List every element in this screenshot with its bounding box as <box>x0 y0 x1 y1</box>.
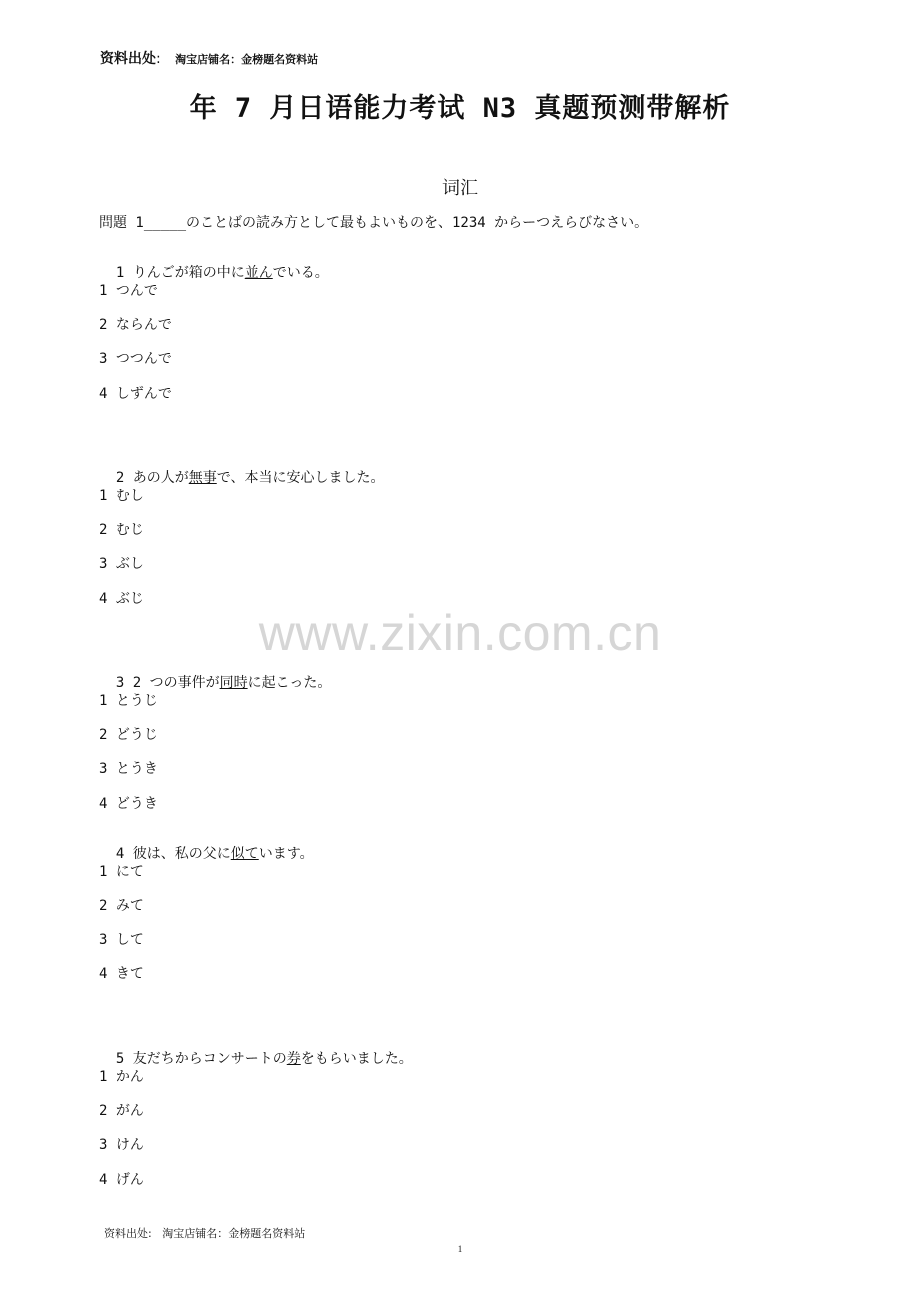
page-header <box>100 48 318 68</box>
option <box>99 963 144 983</box>
option <box>99 314 172 334</box>
option <box>99 519 144 539</box>
option-number: 2 <box>99 317 108 333</box>
question-number: 1 <box>115 265 125 281</box>
question-text-end: に起こった。 <box>247 675 332 691</box>
question-text-end: います。 <box>258 846 314 862</box>
option <box>99 485 144 505</box>
underlined-word: 並ん <box>244 265 273 281</box>
option-text: つんで <box>115 283 158 299</box>
question-text-end: でいる。 <box>272 265 329 281</box>
header-shop-name: 淘宝店铺名：金榜题名资料站 <box>175 53 319 66</box>
option-text: しずんで <box>115 386 172 402</box>
document-title: 年 7 月日语能力考试 N3 真题预测带解析 <box>189 93 731 124</box>
question-number: 2 <box>115 470 125 486</box>
watermark: www.zixin.com.cn <box>258 605 662 661</box>
option <box>99 348 172 368</box>
underlined-word: 無事 <box>188 470 217 486</box>
option-number: 1 <box>99 283 108 299</box>
option-number: 3 <box>99 932 108 948</box>
option-text: むし <box>115 488 144 504</box>
option <box>99 690 158 710</box>
option <box>99 724 158 744</box>
question-2 <box>99 451 384 487</box>
header-separator: : <box>156 51 161 67</box>
option-text: ぶし <box>115 556 144 572</box>
underlined-word: 券 <box>286 1051 301 1067</box>
option <box>99 280 158 300</box>
option-text: けん <box>115 1137 144 1153</box>
option <box>99 895 144 915</box>
option-text: きて <box>115 966 144 982</box>
option-number: 3 <box>99 556 108 572</box>
option-text: して <box>115 932 144 948</box>
question-number: 4 <box>115 846 125 862</box>
question-text: りんごが箱の中に <box>132 265 245 281</box>
option <box>99 1100 144 1120</box>
option-number: 4 <box>99 966 108 982</box>
option-text: かん <box>115 1069 144 1085</box>
option-number: 3 <box>99 761 108 777</box>
option <box>99 1169 144 1189</box>
option-text: がん <box>115 1103 144 1119</box>
option-number: 4 <box>99 1172 108 1188</box>
question-3 <box>99 656 331 692</box>
question-text: 彼は、私の父に <box>132 846 231 862</box>
question-text-end: をもらいました。 <box>300 1051 413 1067</box>
option-number: 4 <box>99 591 108 607</box>
option-number: 1 <box>99 864 108 880</box>
option-text: とうき <box>115 761 158 777</box>
option-number: 1 <box>99 1069 108 1085</box>
header-source-label: 资料出处 <box>100 51 156 67</box>
option-number: 4 <box>99 386 108 402</box>
option-number: 2 <box>99 522 108 538</box>
question-5 <box>99 1032 413 1068</box>
instruction-text: 問題 1_____のことばの読み方として最もよいものを、1234 からーつえらびなさい。 <box>99 215 649 231</box>
option-number: 3 <box>99 351 108 367</box>
question-text: 2 つの事件が <box>132 675 220 691</box>
page-footer: 资料出处: 淘宝店铺名：金榜题名资料站 <box>104 1227 306 1240</box>
option-number: 2 <box>99 727 108 743</box>
option-number: 2 <box>99 898 108 914</box>
option <box>99 929 144 949</box>
question-text: 友だちからコンサートの <box>132 1051 287 1067</box>
option-text: にて <box>115 864 144 880</box>
option <box>99 553 144 573</box>
option-number: 3 <box>99 1137 108 1153</box>
section-heading: 词汇 <box>442 178 478 199</box>
underlined-word: 同時 <box>219 675 248 691</box>
option-text: げん <box>115 1172 144 1188</box>
question-number: 5 <box>115 1051 125 1067</box>
question-text-end: で、本当に安心しました。 <box>216 470 385 486</box>
option-number: 4 <box>99 796 108 812</box>
underlined-word: 似て <box>230 846 259 862</box>
page-number: 1 <box>457 1244 463 1254</box>
option <box>99 1134 144 1154</box>
option <box>99 1066 144 1086</box>
option <box>99 758 158 778</box>
option-text: どうじ <box>115 727 158 743</box>
question-text: あの人が <box>132 470 189 486</box>
option-text: ぶじ <box>115 591 144 607</box>
option <box>99 861 144 881</box>
option <box>99 383 172 403</box>
option-number: 2 <box>99 1103 108 1119</box>
question-number: 3 <box>115 675 125 691</box>
option-text: どうき <box>115 796 158 812</box>
option-text: とうじ <box>115 693 158 709</box>
option-number: 1 <box>99 693 108 709</box>
option-text: みて <box>115 898 144 914</box>
option-text: むじ <box>115 522 144 538</box>
option-text: ならんで <box>115 317 172 333</box>
option <box>99 793 158 813</box>
question-4 <box>99 827 314 863</box>
option-text: つつんで <box>115 351 172 367</box>
question-1 <box>99 246 329 282</box>
option-number: 1 <box>99 488 108 504</box>
